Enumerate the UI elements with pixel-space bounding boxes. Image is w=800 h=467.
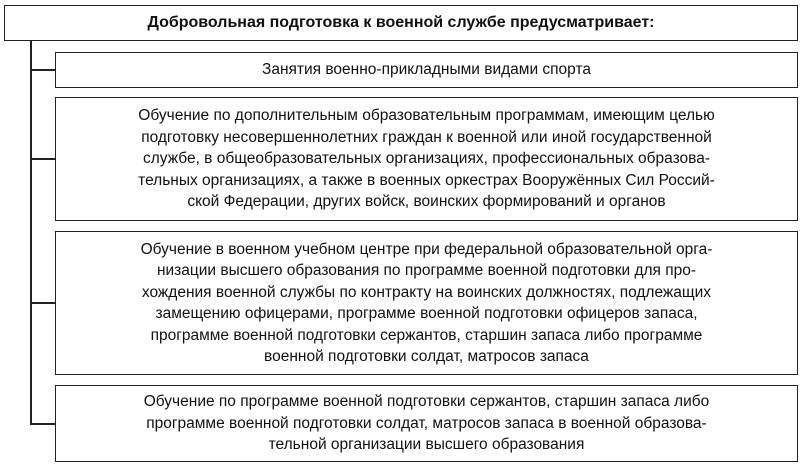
item-text (138, 105, 715, 213)
item-line: низации высшего образования по программе военной подготовки для про- (156, 262, 697, 279)
item-box-military-training-center (55, 231, 798, 375)
item-text (262, 59, 591, 81)
item-box-sergeant-soldier-program (55, 385, 798, 462)
item-line: ской Федерации, других войск, воинских формирований и органов (187, 193, 666, 211)
item-line: службе, в общеобразовательных организациях, профессиональных образова- (142, 150, 710, 168)
item-line: замещению офицерами, программе военной подготовки офицеров запаса, (155, 305, 698, 322)
root-box (4, 5, 798, 41)
item-text (141, 239, 713, 368)
item-box-additional-programs (55, 97, 798, 221)
item-line: Обучение в военном учебном центре при федеральной образовательной орга- (140, 240, 713, 258)
connector-trunk (30, 41, 32, 424)
item-line: программе военной подготовки солдат, матросов запаса в военной образова- (146, 414, 707, 432)
item-text (144, 391, 710, 456)
connector-branch-1 (30, 69, 55, 71)
item-line: военной подготовки солдат, матросов запаса (264, 348, 589, 365)
item-line: тельных организациях, а также в военных оркестрах Вооружённых Сил Россий- (138, 171, 715, 189)
connector-branch-3 (30, 302, 55, 304)
connector-branch-4 (30, 423, 55, 425)
item-line: подготовку несовершеннолетних граждан к военной или иной государственной (141, 128, 712, 146)
connector-branch-2 (30, 158, 55, 160)
item-line: Занятия военно-прикладными видами спорта (261, 61, 592, 79)
item-line: хождения военной службы по контракту на воинских должностях, подлежащих (141, 283, 712, 301)
item-line: тельной организации высшего образования (268, 436, 585, 454)
root-title: Добровольная подготовка к военной службе предусматривает: (147, 14, 655, 32)
item-line: Обучение по дополнительным образовательным программам, имеющим целью (138, 107, 715, 125)
item-box-sports (55, 52, 798, 88)
item-line: программе военной подготовки сержантов, старшин запаса либо программе (150, 326, 703, 344)
item-line: Обучение по программе военной подготовки сержантов, старшин запаса либо (143, 393, 710, 411)
